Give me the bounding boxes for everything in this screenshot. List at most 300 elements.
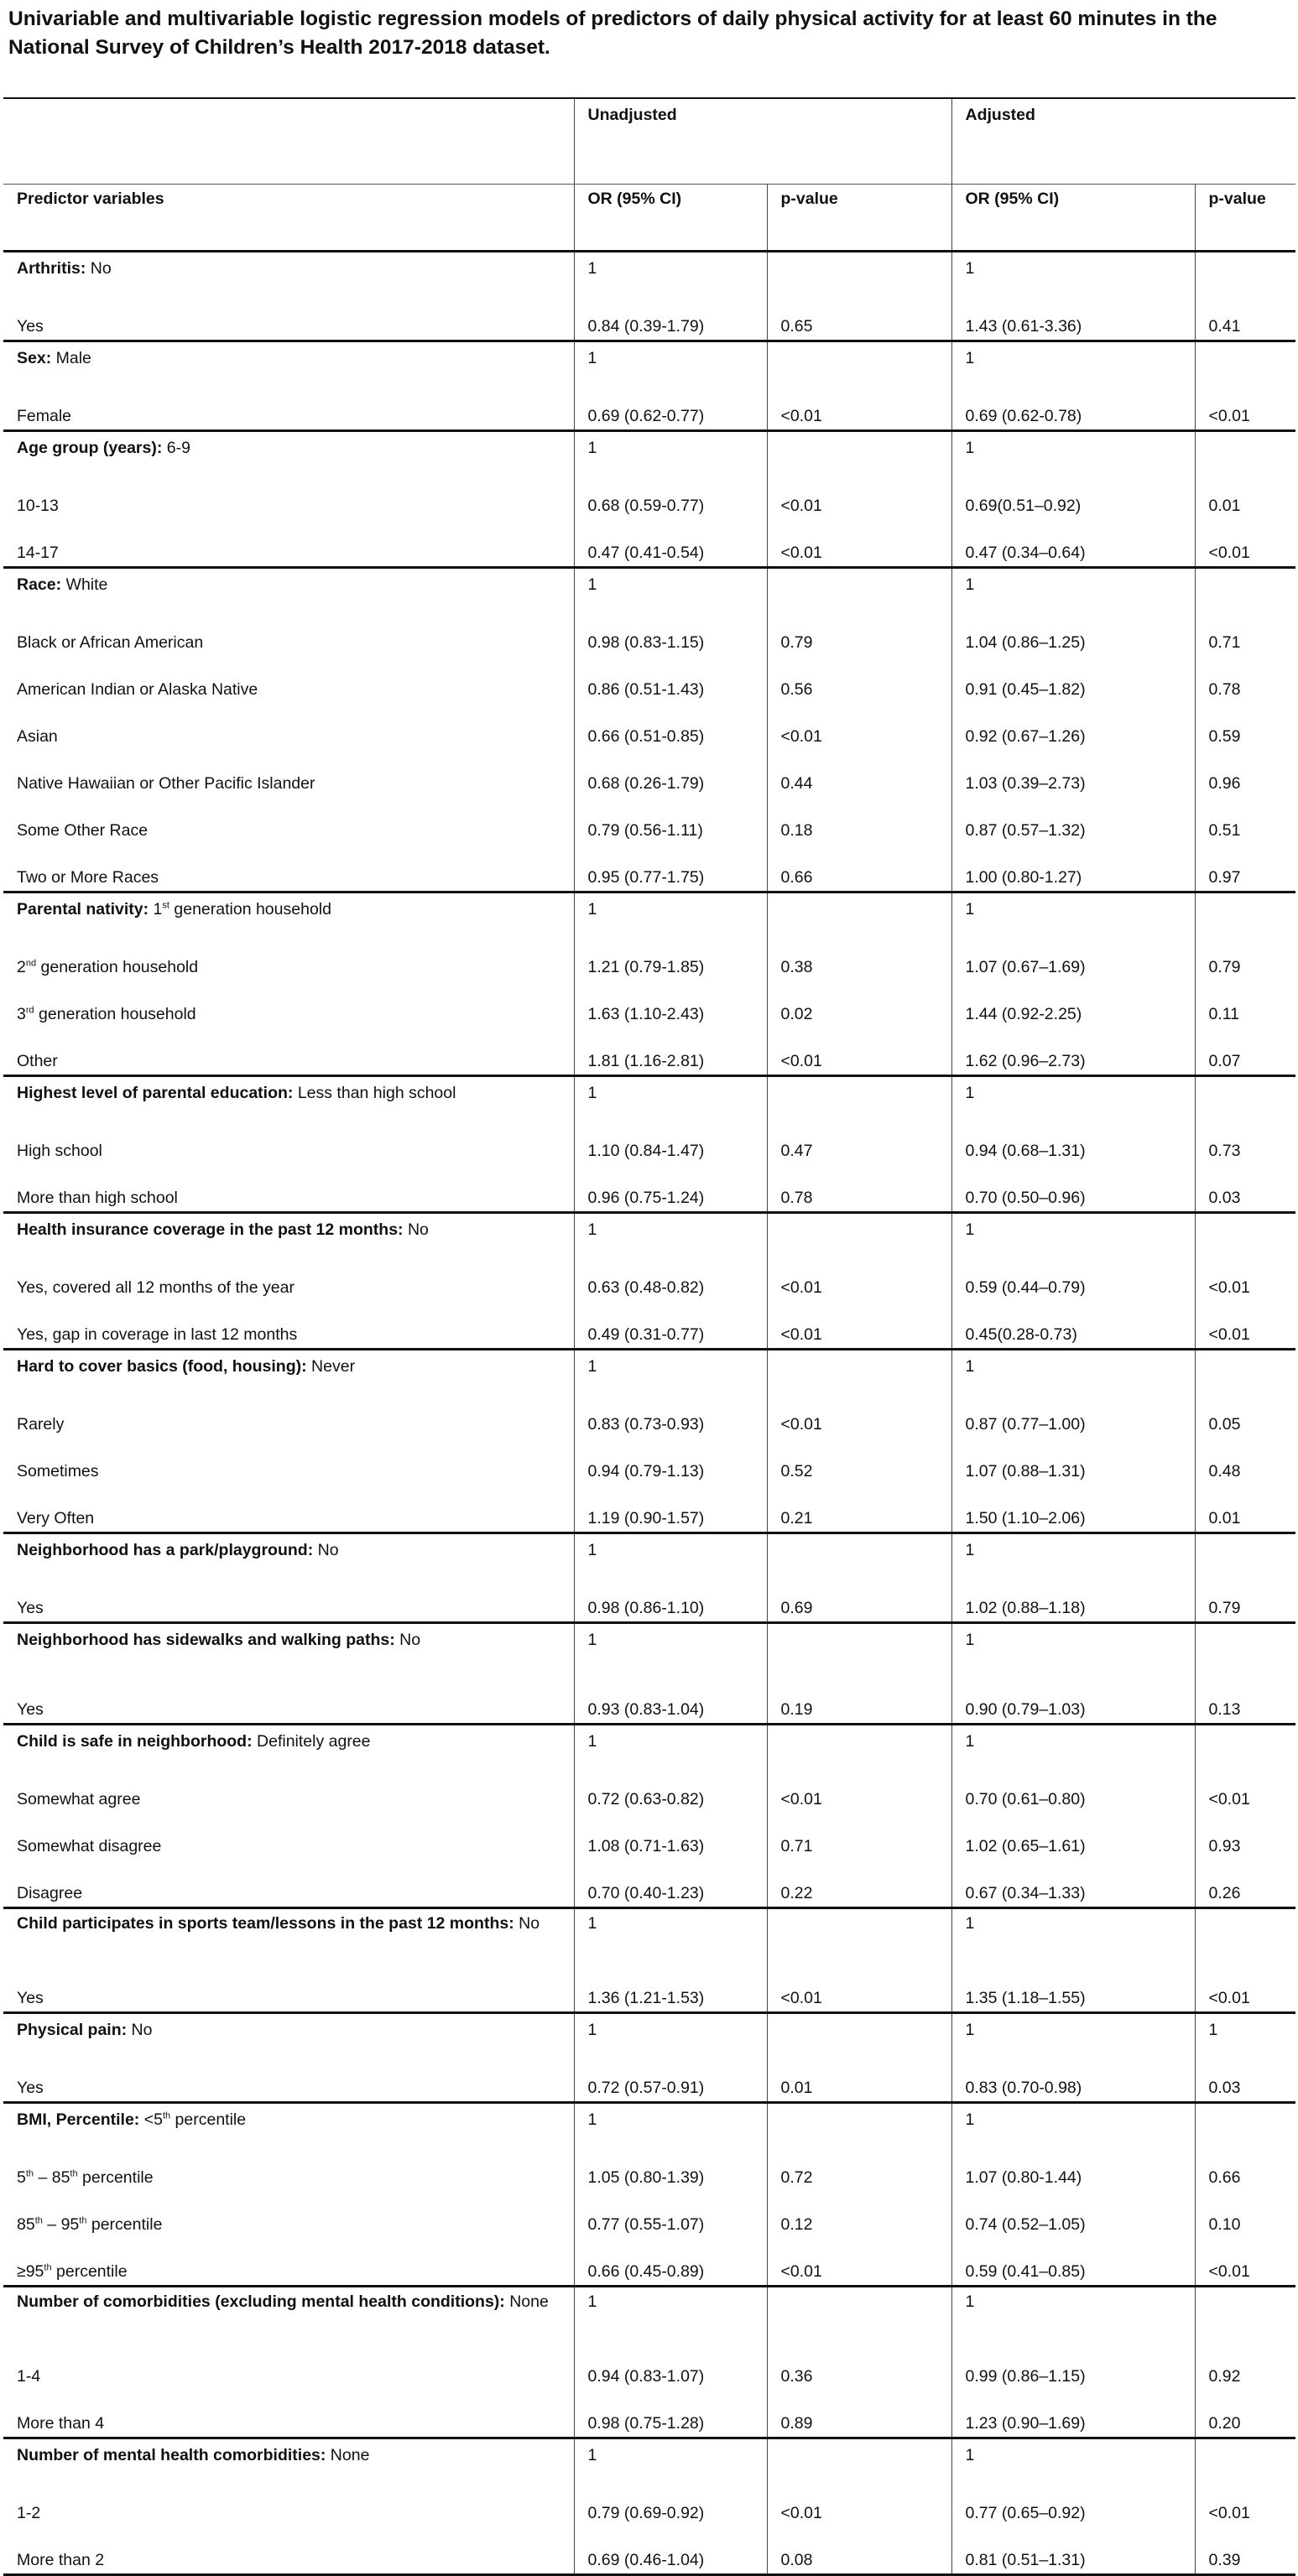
unadjusted-or-cell: 0.68 (0.59-0.77)	[574, 472, 767, 519]
reference-level: Definitely agree	[252, 1732, 371, 1751]
unadjusted-p-cell: 0.02	[767, 981, 951, 1028]
level-label-cell: Other	[3, 1028, 574, 1076]
table-row	[3, 1664, 1295, 1725]
adjusted-p-cell: 0.71	[1208, 633, 1241, 652]
predictor-cell	[3, 2287, 574, 2344]
adjusted-or-cell: 1.07 (0.88–1.31)	[951, 1438, 1195, 1485]
unadjusted-or-cell: 0.79 (0.69-0.92)	[574, 2480, 767, 2527]
predictor-name: Parental nativity:	[17, 900, 149, 919]
adjusted-p-cell	[1195, 431, 1295, 473]
table-row	[3, 703, 1295, 750]
adjusted-or-cell: 1.23 (0.90–1.69)	[951, 2390, 1195, 2438]
table-row	[3, 609, 1295, 656]
table-row	[3, 1485, 1295, 1533]
predictor-cell	[3, 1076, 574, 1118]
unadjusted-or-cell: 0.47 (0.41-0.54)	[574, 519, 767, 568]
level-label-cell: Female	[3, 382, 574, 431]
reference-level: Male	[51, 349, 91, 367]
unadjusted-or-cell: 0.95 (0.77-1.75)	[574, 844, 767, 892]
adjusted-p-cell: 0.93	[1208, 1837, 1241, 1855]
table-row	[3, 2103, 1295, 2145]
predictor-name: Arthritis:	[17, 259, 86, 278]
adjusted-or-cell: 0.87 (0.77–1.00)	[951, 1391, 1195, 1438]
unadjusted-p-cell: 0.72	[767, 2144, 951, 2191]
unadjusted-p-cell	[767, 1533, 951, 1575]
adjusted-p-cell: <0.01	[1208, 1278, 1250, 1297]
adjusted-or-cell: 1.02 (0.65–1.61)	[951, 1813, 1195, 1860]
unadjusted-p-cell: <0.01	[767, 1254, 951, 1301]
predictor-name: Health insurance coverage in the past 12 months:	[17, 1220, 404, 1239]
table-row	[3, 1254, 1295, 1301]
adjusted-p-cell: 0.79	[1208, 1599, 1241, 1617]
unadjusted-p-cell: 0.44	[767, 750, 951, 797]
adjusted-or-cell: 1	[951, 431, 1195, 473]
header-adjusted-or: OR (95% CI)	[951, 185, 1195, 252]
unadjusted-p-cell	[767, 2287, 951, 2344]
adjusted-or-cell: 0.87 (0.57–1.32)	[951, 797, 1195, 844]
header-row-columns	[3, 185, 1295, 252]
unadjusted-or-cell: 1	[574, 1350, 767, 1392]
unadjusted-p-cell	[767, 1725, 951, 1767]
unadjusted-or-cell: 1	[574, 252, 767, 294]
unadjusted-p-cell: <0.01	[767, 703, 951, 750]
unadjusted-or-cell: 1.21 (0.79-1.85)	[574, 934, 767, 981]
predictor-cell	[3, 1350, 574, 1392]
unadjusted-p-cell: 0.08	[767, 2527, 951, 2575]
adjusted-or-cell: 1	[951, 1213, 1195, 1255]
unadjusted-p-cell	[767, 1350, 951, 1392]
adjusted-or-cell: 0.69(0.51–0.92)	[951, 472, 1195, 519]
unadjusted-or-cell: 0.49 (0.31-0.77)	[574, 1301, 767, 1350]
predictor-cell	[3, 431, 574, 473]
level-label-cell: 14-17	[3, 519, 574, 568]
predictor-cell	[3, 341, 574, 383]
unadjusted-p-cell: 0.69	[767, 1574, 951, 1623]
predictor-cell	[3, 892, 574, 934]
adjusted-or-cell: 0.70 (0.61–0.80)	[951, 1766, 1195, 1813]
adjusted-or-cell: 1	[951, 1076, 1195, 1118]
reference-level: None	[504, 2292, 549, 2311]
level-label-cell: Somewhat agree	[3, 1766, 574, 1813]
table-row	[3, 2527, 1295, 2575]
adjusted-or-cell: 1.04 (0.86–1.25)	[951, 609, 1195, 656]
adjusted-p-cell	[1195, 1908, 1295, 1965]
reference-level: No	[513, 1914, 540, 1933]
regression-table	[3, 97, 1295, 2576]
table-row	[3, 1574, 1295, 1623]
adjusted-or-cell: 0.45(0.28-0.73)	[951, 1301, 1195, 1350]
unadjusted-p-cell: <0.01	[767, 2238, 951, 2287]
adjusted-or-cell: 0.99 (0.86–1.15)	[951, 2343, 1195, 2390]
unadjusted-p-cell: 0.47	[767, 1117, 951, 1164]
unadjusted-or-cell: 0.77 (0.55-1.07)	[574, 2191, 767, 2238]
table-row	[3, 293, 1295, 341]
adjusted-or-cell: 0.70 (0.50–0.96)	[951, 1164, 1195, 1213]
table-row	[3, 1965, 1295, 2013]
predictor-name: Sex:	[17, 349, 52, 367]
adjusted-or-cell: 1.43 (0.61-3.36)	[951, 293, 1195, 341]
table-title: Univariable and multivariable logistic regression models of predictors of daily physical activity for at least 60 minutes in the National Survey of Children’s Health 2017-2018 dataset.	[8, 8, 1217, 59]
adjusted-p-cell: 0.11	[1208, 1005, 1240, 1023]
level-label-cell: 3rd generation household	[3, 981, 574, 1028]
level-label-cell: 1-2	[3, 2480, 574, 2527]
unadjusted-or-cell: 0.98 (0.86-1.10)	[574, 1574, 767, 1623]
table-row	[3, 892, 1295, 934]
unadjusted-or-cell: 1	[574, 2287, 767, 2344]
level-label-cell: Yes, covered all 12 months of the year	[3, 1254, 574, 1301]
adjusted-or-cell: 1	[951, 2013, 1195, 2055]
table-row	[3, 2287, 1295, 2344]
adjusted-or-cell: 1.02 (0.88–1.18)	[951, 1574, 1195, 1623]
adjusted-p-cell: 0.26	[1208, 1884, 1241, 1902]
unadjusted-p-cell: 0.56	[767, 656, 951, 703]
predictor-cell	[3, 1908, 574, 1965]
table-row	[3, 431, 1295, 473]
level-label-cell: Native Hawaiian or Other Pacific Islander	[3, 750, 574, 797]
unadjusted-or-cell: 1	[574, 568, 767, 610]
adjusted-or-cell: 0.94 (0.68–1.31)	[951, 1117, 1195, 1164]
adjusted-p-cell: 0.66	[1208, 2168, 1241, 2187]
header-unadjusted-p: p-value	[767, 185, 951, 252]
table-row	[3, 1766, 1295, 1813]
unadjusted-or-cell: 0.98 (0.83-1.15)	[574, 609, 767, 656]
unadjusted-p-cell: <0.01	[767, 1028, 951, 1076]
predictor-name: Number of comorbidities (excluding mental health conditions):	[17, 2292, 505, 2311]
unadjusted-p-cell: 0.36	[767, 2343, 951, 2390]
predictor-name: Number of mental health comorbidities:	[17, 2446, 326, 2464]
table-body	[3, 252, 1295, 2575]
adjusted-or-cell: 1	[951, 892, 1195, 934]
unadjusted-or-cell: 1	[574, 2103, 767, 2145]
unadjusted-or-cell: 1.81 (1.16-2.81)	[574, 1028, 767, 1076]
table-row	[3, 472, 1295, 519]
adjusted-or-cell: 1	[951, 1350, 1195, 1392]
predictor-cell	[3, 252, 574, 294]
level-label-cell: Rarely	[3, 1391, 574, 1438]
unadjusted-p-cell: 0.22	[767, 1860, 951, 1908]
unadjusted-p-cell	[767, 2013, 951, 2055]
adjusted-p-cell: 0.78	[1208, 680, 1241, 699]
unadjusted-or-cell: 1	[574, 1623, 767, 1665]
reference-level: No	[86, 259, 112, 278]
unadjusted-p-cell	[767, 252, 951, 294]
level-label-cell: High school	[3, 1117, 574, 1164]
adjusted-or-cell: 0.67 (0.34–1.33)	[951, 1860, 1195, 1908]
adjusted-or-cell: 1.62 (0.96–2.73)	[951, 1028, 1195, 1076]
predictor-name: Child is safe in neighborhood:	[17, 1732, 253, 1751]
table-row	[3, 656, 1295, 703]
table-row	[3, 1813, 1295, 1860]
predictor-name: Race:	[17, 575, 62, 594]
header-adjusted-p: p-value	[1195, 185, 1295, 252]
adjusted-p-cell	[1195, 892, 1295, 934]
header-adjusted: Adjusted	[951, 98, 1295, 185]
unadjusted-or-cell: 0.94 (0.79-1.13)	[574, 1438, 767, 1485]
unadjusted-or-cell: 1.63 (1.10-2.43)	[574, 981, 767, 1028]
level-label-cell: Very Often	[3, 1485, 574, 1533]
header-unadjusted: Unadjusted	[574, 98, 951, 185]
unadjusted-or-cell: 0.93 (0.83-1.04)	[574, 1664, 767, 1725]
adjusted-p-cell	[1195, 2438, 1295, 2480]
unadjusted-p-cell	[767, 1908, 951, 1965]
table-row	[3, 1438, 1295, 1485]
unadjusted-or-cell: 0.79 (0.56-1.11)	[574, 797, 767, 844]
unadjusted-or-cell: 0.94 (0.83-1.07)	[574, 2343, 767, 2390]
predictor-cell	[3, 2103, 574, 2145]
adjusted-p-cell: 0.92	[1208, 2367, 1241, 2386]
adjusted-p-cell: 0.51	[1208, 821, 1241, 840]
unadjusted-p-cell: <0.01	[767, 382, 951, 431]
adjusted-or-cell: 1	[951, 1908, 1195, 1965]
reference-level: Less than high school	[293, 1084, 456, 1102]
unadjusted-or-cell: 0.69 (0.46-1.04)	[574, 2527, 767, 2575]
predictor-name: BMI, Percentile:	[17, 2110, 140, 2129]
predictor-cell	[3, 1533, 574, 1575]
table-row	[3, 2238, 1295, 2287]
table-row	[3, 1533, 1295, 1575]
unadjusted-p-cell: <0.01	[767, 1391, 951, 1438]
adjusted-p-cell: 0.03	[1208, 2079, 1241, 2097]
adjusted-p-cell: 0.01	[1208, 497, 1241, 515]
unadjusted-or-cell: 1	[574, 1213, 767, 1255]
adjusted-p-cell	[1195, 252, 1295, 294]
unadjusted-or-cell: 1	[574, 1908, 767, 1965]
adjusted-or-cell: 1	[951, 1623, 1195, 1665]
predictor-name: Highest level of parental education:	[17, 1084, 294, 1102]
reference-level: No	[403, 1220, 429, 1239]
level-label-cell: Yes, gap in coverage in last 12 months	[3, 1301, 574, 1350]
unadjusted-p-cell: 0.79	[767, 609, 951, 656]
predictor-name: Neighborhood has sidewalks and walking paths:	[17, 1631, 395, 1649]
adjusted-p-cell	[1195, 1076, 1295, 1118]
adjusted-p-cell: 0.41	[1208, 317, 1241, 336]
table-row	[3, 519, 1295, 568]
adjusted-p-cell: 0.05	[1208, 1415, 1241, 1434]
adjusted-or-cell: 1.50 (1.10–2.06)	[951, 1485, 1195, 1533]
unadjusted-p-cell: 0.71	[767, 1813, 951, 1860]
adjusted-or-cell: 0.92 (0.67–1.26)	[951, 703, 1195, 750]
adjusted-p-cell: <0.01	[1208, 544, 1250, 562]
unadjusted-or-cell: 1	[574, 892, 767, 934]
adjusted-or-cell: 0.74 (0.52–1.05)	[951, 2191, 1195, 2238]
level-label-cell: Sometimes	[3, 1438, 574, 1485]
table-row	[3, 934, 1295, 981]
unadjusted-or-cell: 0.66 (0.51-0.85)	[574, 703, 767, 750]
adjusted-p-cell: 0.13	[1208, 1700, 1241, 1719]
unadjusted-or-cell: 0.68 (0.26-1.79)	[574, 750, 767, 797]
unadjusted-or-cell: 1.36 (1.21-1.53)	[574, 1965, 767, 2013]
adjusted-p-cell: <0.01	[1208, 1989, 1250, 2007]
adjusted-p-cell: 0.96	[1208, 774, 1241, 793]
unadjusted-p-cell: 0.66	[767, 844, 951, 892]
adjusted-p-cell: 1	[1195, 2013, 1295, 2055]
unadjusted-or-cell: 1.19 (0.90-1.57)	[574, 1485, 767, 1533]
unadjusted-p-cell: 0.12	[767, 2191, 951, 2238]
adjusted-p-cell	[1195, 568, 1295, 610]
reference-level: <5th percentile	[139, 2110, 247, 2129]
level-label-cell: More than 4	[3, 2390, 574, 2438]
predictor-name: Neighborhood has a park/playground:	[17, 1541, 314, 1559]
unadjusted-p-cell: 0.18	[767, 797, 951, 844]
reference-level: Never	[306, 1357, 356, 1376]
adjusted-or-cell: 1	[951, 252, 1195, 294]
adjusted-or-cell: 0.69 (0.62-0.78)	[951, 382, 1195, 431]
unadjusted-or-cell: 1	[574, 1076, 767, 1118]
table-row	[3, 797, 1295, 844]
reference-level: No	[127, 2021, 153, 2039]
table-row	[3, 2191, 1295, 2238]
table-row	[3, 1164, 1295, 1213]
adjusted-or-cell: 0.59 (0.44–0.79)	[951, 1254, 1195, 1301]
unadjusted-or-cell: 1	[574, 1533, 767, 1575]
adjusted-p-cell: 0.10	[1208, 2215, 1241, 2234]
unadjusted-or-cell: 0.83 (0.73-0.93)	[574, 1391, 767, 1438]
table-row	[3, 2438, 1295, 2480]
table-row	[3, 1301, 1295, 1350]
level-label-cell: Asian	[3, 703, 574, 750]
adjusted-p-cell: 0.97	[1208, 868, 1241, 887]
reference-level: No	[313, 1541, 339, 1559]
header-unadjusted-or: OR (95% CI)	[574, 185, 767, 252]
adjusted-p-cell	[1195, 1533, 1295, 1575]
unadjusted-or-cell: 0.69 (0.62-0.77)	[574, 382, 767, 431]
level-label-cell: 10-13	[3, 472, 574, 519]
unadjusted-or-cell: 0.63 (0.48-0.82)	[574, 1254, 767, 1301]
table-row	[3, 981, 1295, 1028]
unadjusted-p-cell: <0.01	[767, 1766, 951, 1813]
unadjusted-or-cell: 1	[574, 2013, 767, 2055]
table-row	[3, 1213, 1295, 1255]
level-label-cell: Disagree	[3, 1860, 574, 1908]
adjusted-or-cell: 0.47 (0.34–0.64)	[951, 519, 1195, 568]
unadjusted-p-cell: 0.89	[767, 2390, 951, 2438]
level-label-cell: Yes	[3, 1965, 574, 2013]
reference-level: No	[394, 1631, 421, 1649]
unadjusted-p-cell: <0.01	[767, 1301, 951, 1350]
level-label-cell: American Indian or Alaska Native	[3, 656, 574, 703]
unadjusted-or-cell: 1	[574, 1725, 767, 1767]
table-row	[3, 1725, 1295, 1767]
level-label-cell: 85th – 95th percentile	[3, 2191, 574, 2238]
header-row-model	[3, 98, 1295, 185]
table-row	[3, 844, 1295, 892]
unadjusted-p-cell: 0.38	[767, 934, 951, 981]
level-label-cell: Yes	[3, 1574, 574, 1623]
predictor-name: Age group (years):	[17, 439, 163, 457]
unadjusted-or-cell: 1.05 (0.80-1.39)	[574, 2144, 767, 2191]
level-label-cell: Yes	[3, 293, 574, 341]
adjusted-p-cell: 0.03	[1208, 1189, 1241, 1207]
adjusted-or-cell: 1.03 (0.39–2.73)	[951, 750, 1195, 797]
level-label-cell: Two or More Races	[3, 844, 574, 892]
reference-level: None	[326, 2446, 370, 2464]
table-row	[3, 2390, 1295, 2438]
table-row	[3, 1623, 1295, 1665]
adjusted-or-cell: 1.35 (1.18–1.55)	[951, 1965, 1195, 2013]
adjusted-or-cell: 0.83 (0.70-0.98)	[951, 2054, 1195, 2103]
level-label-cell: 5th – 85th percentile	[3, 2144, 574, 2191]
adjusted-p-cell	[1195, 1725, 1295, 1767]
table-row	[3, 2013, 1295, 2055]
adjusted-or-cell: 1	[951, 2287, 1195, 2344]
adjusted-or-cell: 1	[951, 568, 1195, 610]
adjusted-p-cell	[1195, 2103, 1295, 2145]
predictor-cell	[3, 568, 574, 610]
unadjusted-or-cell: 1.08 (0.71-1.63)	[574, 1813, 767, 1860]
adjusted-p-cell: 0.79	[1208, 958, 1241, 976]
level-label-cell: Black or African American	[3, 609, 574, 656]
level-label-cell: Some Other Race	[3, 797, 574, 844]
table-row	[3, 568, 1295, 610]
adjusted-p-cell	[1195, 1623, 1295, 1665]
adjusted-or-cell: 0.90 (0.79–1.03)	[951, 1664, 1195, 1725]
unadjusted-p-cell	[767, 568, 951, 610]
reference-level: White	[61, 575, 108, 594]
adjusted-p-cell: <0.01	[1208, 1790, 1250, 1808]
unadjusted-p-cell: 0.01	[767, 2054, 951, 2103]
predictor-name: Physical pain:	[17, 2021, 128, 2039]
unadjusted-p-cell: <0.01	[767, 472, 951, 519]
unadjusted-or-cell: 0.96 (0.75-1.24)	[574, 1164, 767, 1213]
table-row	[3, 1117, 1295, 1164]
adjusted-or-cell: 1	[951, 1533, 1195, 1575]
adjusted-p-cell: 0.07	[1208, 1052, 1241, 1070]
unadjusted-p-cell	[767, 341, 951, 383]
table-row	[3, 1076, 1295, 1118]
predictor-cell	[3, 1213, 574, 1255]
unadjusted-p-cell: 0.78	[767, 1164, 951, 1213]
unadjusted-or-cell: 0.84 (0.39-1.79)	[574, 293, 767, 341]
predictor-cell	[3, 1725, 574, 1767]
unadjusted-or-cell: 0.86 (0.51-1.43)	[574, 656, 767, 703]
adjusted-or-cell: 1.00 (0.80-1.27)	[951, 844, 1195, 892]
adjusted-or-cell: 0.59 (0.41–0.85)	[951, 2238, 1195, 2287]
unadjusted-p-cell	[767, 1623, 951, 1665]
predictor-cell	[3, 1623, 574, 1665]
adjusted-p-cell: 0.73	[1208, 1142, 1241, 1160]
unadjusted-p-cell	[767, 1076, 951, 1118]
level-label-cell: More than high school	[3, 1164, 574, 1213]
unadjusted-p-cell	[767, 2438, 951, 2480]
unadjusted-p-cell: 0.52	[767, 1438, 951, 1485]
unadjusted-or-cell: 0.66 (0.45-0.89)	[574, 2238, 767, 2287]
table-row	[3, 252, 1295, 294]
table-row	[3, 1028, 1295, 1076]
unadjusted-or-cell: 1.10 (0.84-1.47)	[574, 1117, 767, 1164]
adjusted-or-cell: 1	[951, 1725, 1195, 1767]
adjusted-p-cell	[1195, 1350, 1295, 1392]
unadjusted-p-cell: <0.01	[767, 519, 951, 568]
adjusted-p-cell: <0.01	[1208, 2504, 1250, 2522]
adjusted-or-cell: 1.07 (0.80-1.44)	[951, 2144, 1195, 2191]
adjusted-p-cell: <0.01	[1208, 1325, 1250, 1344]
unadjusted-p-cell: 0.21	[767, 1485, 951, 1533]
unadjusted-p-cell: <0.01	[767, 2480, 951, 2527]
level-label-cell: Yes	[3, 1664, 574, 1725]
adjusted-p-cell	[1195, 1213, 1295, 1255]
unadjusted-p-cell	[767, 2103, 951, 2145]
adjusted-or-cell: 1.07 (0.67–1.69)	[951, 934, 1195, 981]
reference-level: 6-9	[162, 439, 190, 457]
level-label-cell: Yes	[3, 2054, 574, 2103]
table-row	[3, 1860, 1295, 1908]
adjusted-or-cell: 1.44 (0.92-2.25)	[951, 981, 1195, 1028]
adjusted-or-cell: 1	[951, 341, 1195, 383]
unadjusted-or-cell: 1	[574, 341, 767, 383]
table-row	[3, 382, 1295, 431]
adjusted-or-cell: 0.81 (0.51–1.31)	[951, 2527, 1195, 2575]
unadjusted-p-cell: 0.19	[767, 1664, 951, 1725]
